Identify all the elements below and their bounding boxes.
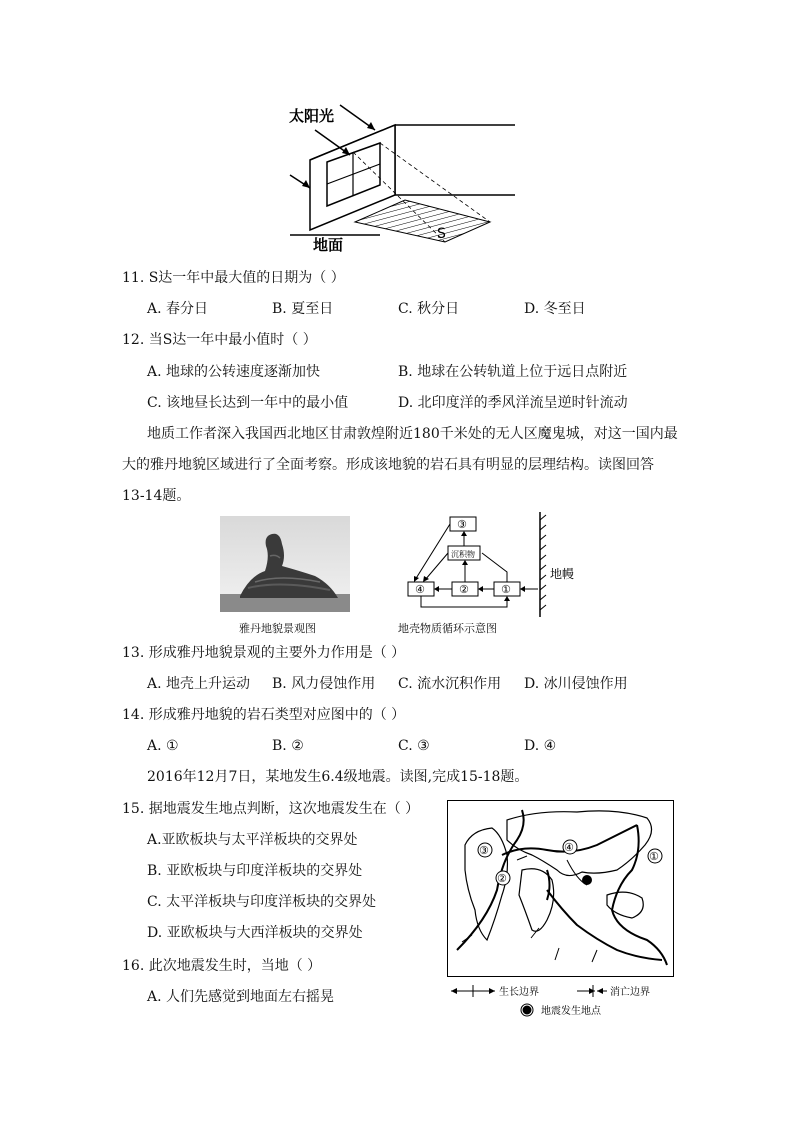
crust-cycle-caption: 地壳物质循环示意图 [398, 622, 497, 635]
cycle-node-4: ④ [415, 583, 425, 596]
q11-stem: 11. S达一年中最大值的日期为（ ） [122, 270, 345, 286]
legend-earthquake-location: 地震发生地点 [541, 1006, 601, 1017]
passage-yardang-line3: 13-14题。 [122, 488, 191, 504]
q12-option-a[interactable]: A. 地球的公转速度逐渐加快 [147, 364, 321, 380]
passage-yardang-line1: 地质工作者深入我国西北地区甘肃敦煌附近180千米处的无人区魔鬼城，对这一国内最 [147, 426, 678, 442]
passage-yardang-line2: 大的雅丹地貌区域进行了全面考察。形成该地貌的岩石具有明显的层理结构。读图回答 [122, 457, 654, 473]
q12-stem: 12. 当S达一年中最小值时（ ） [122, 332, 317, 348]
q12-option-d[interactable]: D. 北印度洋的季风洋流呈逆时针流动 [398, 395, 628, 411]
legend-growth-boundary: 生长边界 [499, 987, 539, 998]
q14-option-d[interactable]: D. ④ [524, 738, 557, 754]
sunlight-label: 太阳光 [289, 107, 335, 125]
q13-option-b[interactable]: B. 风力侵蚀作用 [272, 676, 376, 692]
q15-option-a[interactable]: A.亚欧板块与太平洋板块的交界处 [147, 832, 358, 848]
q16-option-a[interactable]: A. 人们先感觉到地面左右摇晃 [147, 989, 335, 1005]
map-marker-4: ④ [564, 841, 574, 854]
mantle-label: 地幔 [550, 567, 575, 581]
q15-stem: 15. 据地震发生地点判断，这次地震发生在（ ） [122, 801, 420, 817]
q13-option-c[interactable]: C. 流水沉积作用 [398, 676, 502, 692]
q11-option-a[interactable]: A. 春分日 [147, 301, 209, 317]
window-sunlight-diagram [285, 100, 515, 255]
q15-option-c[interactable]: C. 太平洋板块与印度洋板块的交界处 [147, 894, 377, 910]
q11-option-d[interactable]: D. 冬至日 [524, 301, 586, 317]
crust-cycle-diagram [400, 512, 580, 617]
map-marker-3: ③ [479, 844, 489, 857]
cycle-node-3: ③ [457, 518, 467, 531]
legend-subduction-boundary: 消亡边界 [610, 987, 650, 998]
shadow-label: S [437, 226, 446, 242]
q12-option-c[interactable]: C. 该地昼长达到一年中的最小值 [147, 395, 349, 411]
map-legend [447, 982, 687, 1018]
yardang-photo [220, 516, 350, 612]
q12-option-b[interactable]: B. 地球在公转轨道上位于远日点附近 [398, 364, 628, 380]
q13-option-d[interactable]: D. 冰川侵蚀作用 [524, 676, 628, 692]
q13-option-a[interactable]: A. 地壳上升运动 [147, 676, 251, 692]
map-marker-1: ① [649, 850, 659, 863]
cycle-node-1: ① [501, 583, 511, 596]
plate-boundary-map [447, 800, 675, 978]
q15-option-b[interactable]: B. 亚欧板块与印度洋板块的交界处 [147, 863, 363, 879]
q11-option-b[interactable]: B. 夏至日 [272, 301, 334, 317]
q14-option-c[interactable]: C. ③ [398, 738, 430, 754]
q14-option-b[interactable]: B. ② [272, 738, 304, 754]
yardang-photo-caption: 雅丹地貌景观图 [239, 622, 316, 635]
passage-earthquake: 2016年12月7日，某地发生6.4级地震。读图,完成15-18题。 [147, 769, 529, 785]
earthquake-epicenter-dot [582, 875, 592, 885]
q16-stem: 16. 此次地震发生时，当地（ ） [122, 958, 322, 974]
q13-stem: 13. 形成雅丹地貌景观的主要外力作用是（ ） [122, 645, 406, 661]
ground-label: 地面 [313, 236, 344, 254]
map-marker-2: ② [497, 872, 507, 885]
cycle-node-sediment: 沉积物 [451, 550, 475, 559]
cycle-node-2: ② [459, 583, 469, 596]
q11-option-c[interactable]: C. 秋分日 [398, 301, 460, 317]
q14-option-a[interactable]: A. ① [147, 738, 179, 754]
q15-option-d[interactable]: D. 亚欧板块与大西洋板块的交界处 [147, 925, 363, 941]
q14-stem: 14. 形成雅丹地貌的岩石类型对应图中的（ ） [122, 707, 406, 723]
